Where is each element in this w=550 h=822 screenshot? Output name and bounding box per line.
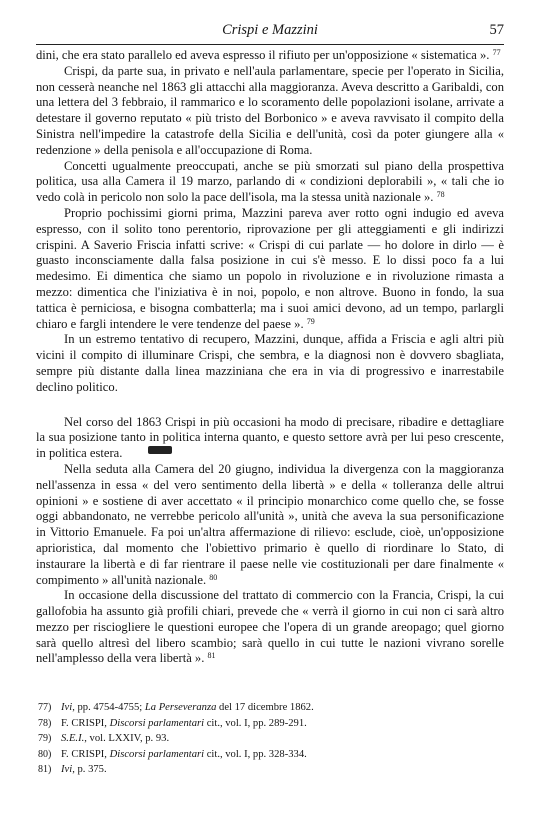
ink-smudge-mark	[148, 446, 172, 454]
paragraph: In un estremo tentativo di recupero, Mazzini, dunque, affida a Friscia e agli altri più vicini il compito di illuminare Crispi, che sembra, e la diagnosi non è dovvero sbagliata, sempre più distante dalla linea mazziniana che era in via di progressivo e inarrestabile declino politico.	[36, 332, 504, 394]
page-header	[36, 20, 504, 44]
paragraph: Nella seduta alla Camera del 20 giugno, individua la divergenza con la maggioranza nell'assenza in essa « del vero sentimento della libertà » e della « tolleranza delle altrui opinioni » e sostiene di aver accettato « il principio monarchico come quello che, se fosse oggi abbandonato, ne verrebbe pericolo all'unità », unità che aveva la sua personificazione in Vittorio Emanuele. Fa poi un'altra affermazione di rilievo: esclude, cioè, un'opposizione aprioristica, dal momento che l'obiettivo primario è quello di riordinare lo Stato, di instaurare la libertà e di far rientrare il paese nelle vie costituzionali per dare finalmente « compimento » all'unità nazionale. $^{80}$	[36, 461, 504, 587]
paragraph: dini, che era stato parallelo ed aveva espresso il rifiuto per un'opposizione « sistematica ». $^{77}$	[36, 48, 501, 62]
paragraph: Nel corso del 1863 Crispi in più occasioni ha modo di precisare, ribadire e dettagliare la sua posizione tanto in politica interna quanto, e questo settore avrà per lui peso crescente, in politica estera.	[36, 414, 504, 461]
footnote-number: 79)	[38, 733, 52, 745]
body-text	[36, 48, 504, 667]
section-gap	[36, 396, 504, 415]
footnote: 78) F. CRISPI, Discorsi parlamentari cit., vol. I, pp. 289-291.	[36, 716, 504, 732]
footnote-ref[interactable]: 80	[209, 572, 218, 582]
footnote: 81) Ivi, p. 375.	[36, 762, 504, 778]
footnotes	[36, 700, 504, 778]
footnote-number: 77)	[38, 702, 52, 713]
footnote-ref[interactable]: 78	[436, 190, 445, 200]
footnote: 80) F. CRISPI, Discorsi parlamentari cit., vol. I, pp. 328-334.	[36, 747, 504, 763]
footnote-number: 78)	[38, 717, 52, 729]
footnote-number: 81)	[38, 764, 52, 776]
running-title: Crispi e Mazzini	[222, 22, 318, 38]
paragraph: Crispi, da parte sua, in privato e nell'aula parlamentare, specie per l'operato in Sicilia, non cesserà neanche nel 1863 gli attacchi alla maggioranza. Aveva descritto a Garibaldi, con una lettera del 3 febbraio, il rammarico e lo scoramento delle popolazioni isolane, arrivate a detestare il governo reputato « più tristo del Borbonico » e aveva ravvisato il compito della Sinistra nell'impedire la catastrofe della Sicilia e dell'unità, così da poter giungere alla « redenzione » della penisola e all'occupazione di Roma.	[36, 63, 504, 157]
header-rule	[36, 44, 504, 45]
footnote: 79) S.E.I., vol. LXXIV, p. 93.	[36, 731, 504, 747]
footnote-number: 80)	[38, 748, 52, 760]
paragraph: Proprio pochissimi giorni prima, Mazzini pareva aver rotto ogni indugio ed aveva espresso, con il solito tono perentorio, riprovazione per gli atteggiamenti e gli indirizzi crispini. A Saverio Friscia infatti scrive: « Crispi di cui parlate — ho dolore in dirlo — è guasto inconsciamente dalla falsa posizione in cui s'è messo. E lo dissi poco fa a lui medesimo. Ei dimentica che siamo un popolo in rivoluzione e in rivoluzione rimasta a mezzo: dimentica che l'iniziativa è in noi, popolo, e non altrove. Buono in fondo, la sua tattica è perniciosa, e bisogna combatterla; ma i suoi amici devono, ad un tempo, parlargli chiaro e fargli intendere le vere tendenze del paese ». $^{79}$	[36, 205, 504, 331]
footnote-ref[interactable]: 81	[207, 651, 216, 661]
paragraph: In occasione della discussione del trattato di commercio con la Francia, Crispi, la cui gallofobia ha assunto già profili chiari, prevede che « verrà il giorno in cui non ci sarà altro mezzo per risciogliere le questioni europee che l'opera di un grande areopago; quel giorno sarà quello altresì del libero scambio; sarà quello in cui tutte le nazioni vivrano sorelle nell'amplesso della vera libertà ». $^{81}$	[36, 588, 504, 666]
paragraph: Concetti ugualmente preoccupati, anche se più smorzati sul piano della prospettiva politica, usa alla Camera il 19 marzo, parlando di « condizioni deplorabili », « tali che io vedo colà in pericolo non solo la pace dell'isola, ma la stessa unità nazionale ». $^{78}$	[36, 158, 504, 205]
footnote-ref[interactable]: 79	[306, 316, 315, 326]
footnote-ref[interactable]: 77	[492, 48, 501, 57]
footnote: 77) Ivi, pp. 4754-4755; La Perseveranza del 17 dicembre 1862.	[36, 700, 504, 716]
page-number: 57	[489, 22, 504, 38]
